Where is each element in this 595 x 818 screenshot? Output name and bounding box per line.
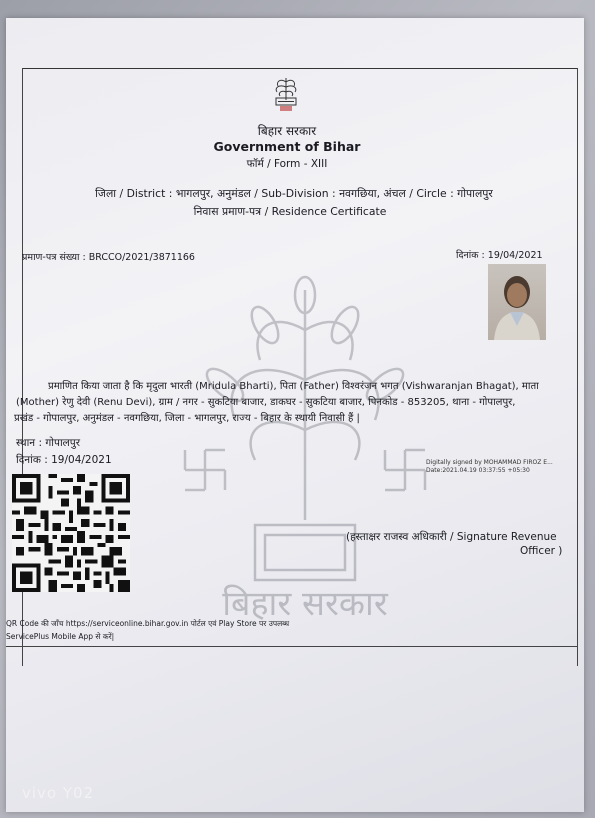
qr-verification-note-2: ServicePlus Mobile App से करें| — [6, 632, 115, 641]
digital-signature-date: Date:2021.04.19 03:37:55 +05:30 — [426, 467, 530, 474]
qr-verification-note-1: QR Code की जाँच https://serviceonline.bihar.gov.in पोर्टल एवं Play Store पर उपलब्ध — [6, 619, 290, 628]
body-line-1: प्रमाणित किया जाता है कि मृदुला भारती (Mridula Bharti), पिता (Father) विश्वरंजन भगत (Vishwaranjan Bhagat), माता — [48, 381, 539, 392]
watermark-emblem — [170, 270, 440, 630]
district-line: जिला / District : भागलपुर, अनुमंडल / Sub-Division : नवगछिया, अंचल / Circle : गोपालपुर — [95, 187, 493, 200]
signature-label-2: Officer ) — [520, 545, 563, 557]
border-bottom — [6, 646, 578, 647]
border-top — [22, 68, 578, 69]
certificate-title: निवास प्रमाण-पत्र / Residence Certificate — [193, 205, 387, 218]
body-line-3: प्रखंड - गोपालपुर, अनुमंडल - नवगछिया, जिला - भागलपुर, राज्य - बिहार के स्थायी निवासी हैं | — [14, 413, 360, 424]
bihar-emblem-icon — [270, 74, 302, 114]
place-label: स्थान : गोपालपुर — [16, 437, 81, 449]
state-name-hindi: बिहार सरकार — [257, 124, 317, 138]
signature-label-1: (हस्ताक्षर राजस्व अधिकारी / Signature Revenue — [346, 531, 557, 543]
certificate-number: प्रमाण-पत्र संख्या : BRCCO/2021/3871166 — [22, 252, 195, 263]
applicant-photo — [488, 264, 546, 340]
qr-code — [12, 474, 130, 592]
body-line-2: (Mother) रेणु देवी (Renu Devi), ग्राम / नगर - सुकटिया बाजार, डाकघर - सुकटिया बाजार, पिनकोड - 853205, थाना - गोपालपुर, — [16, 397, 516, 408]
certificate-date: दिनांक : 19/04/2021 — [456, 250, 543, 261]
camera-watermark: vivo Y02 — [22, 784, 95, 802]
svg-text:बिहार सरकार: बिहार सरकार — [222, 584, 388, 624]
government-title: Government of Bihar — [213, 139, 361, 154]
form-label: फॉर्म / Form - XIII — [246, 158, 328, 170]
border-right — [577, 68, 578, 666]
footer-date: दिनांक : 19/04/2021 — [16, 454, 112, 466]
digital-signature-name: Digitally signed by MOHAMMAD FIROZ E... — [426, 459, 553, 466]
